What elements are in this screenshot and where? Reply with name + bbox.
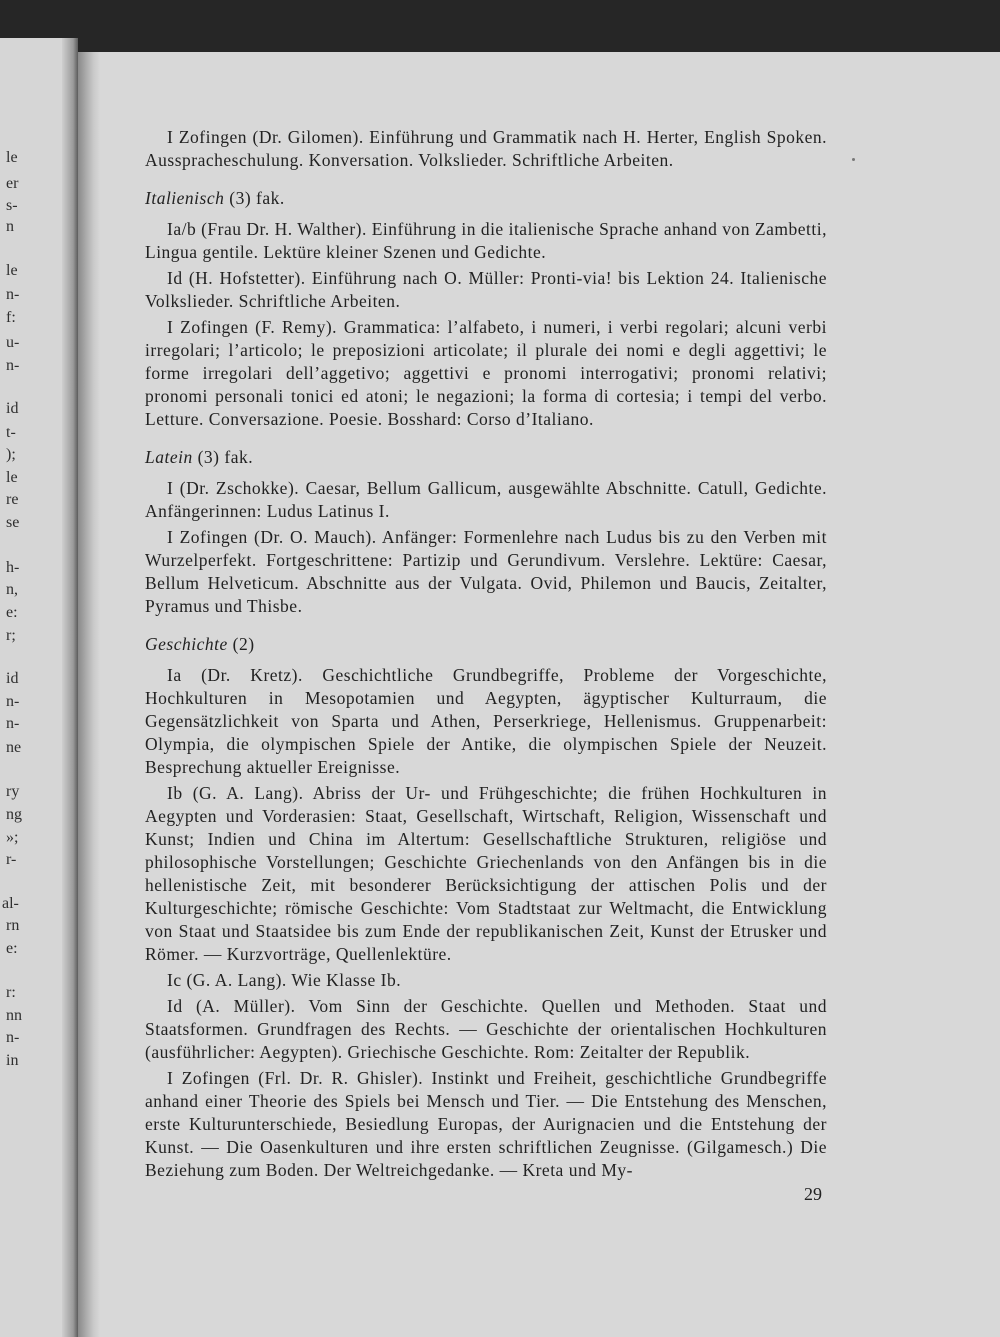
left-page-fragment: le [6, 469, 18, 486]
course-paragraph: Ia/b (Frau Dr. H. Walther). Einführung in die italienische Sprache anhand von Zambetti, Lingua gentile. Lektüre kleiner Szenen und Gedichte. [145, 219, 827, 262]
paper-speck [852, 158, 855, 161]
left-page-fragment: r- [6, 851, 17, 868]
course-paragraph: I Zofingen (Dr. Gilomen). Einführung und Grammatik nach H. Herter, English Spoken. Ausspracheschulung. Konversation. Volkslieder. Schriftliche Arbeiten. [145, 127, 827, 170]
left-page-fragment: h- [6, 559, 20, 576]
left-page-fragment: ry [6, 783, 20, 800]
left-page-fragment: n- [6, 693, 20, 710]
left-page-fragment: ng [6, 806, 22, 823]
book-gutter [62, 38, 78, 1337]
left-page-fragment: n- [6, 715, 20, 732]
course-paragraph: Ia (Dr. Kretz). Geschichtliche Grundbegriffe, Probleme der Vorgeschichte, Hochkulturen in Mesopotamien und Aegypten, ägyptischer Kulturraum, die Gegensätzlichkeit von Sparta und Athen, Perserkriege, Hellenismus. Gruppenarbeit: Olympia, die olympischen Spiele der Antike, die olympischen Spiele der Neuzeit. Besprechung aktueller Ereignisse. [145, 665, 827, 777]
left-page-fragment: n- [6, 1029, 20, 1046]
left-page-fragment: f: [6, 309, 16, 326]
left-page-fragment: le [6, 262, 18, 279]
section-title: Latein [145, 447, 193, 467]
left-page-fragment: n- [6, 357, 20, 374]
course-paragraph: Id (A. Müller). Vom Sinn der Geschichte. Quellen und Methoden. Staat und Staatsformen. Grundfragen des Rechts. — Geschichte der orientalischen Hochkulturen (ausführlicher: Aegypten). Griechische Geschichte. Rom: Zeitalter der Republik. [145, 996, 827, 1062]
left-page-fragment: n- [6, 286, 20, 303]
section-heading [145, 187, 827, 210]
left-page-fragment: al- [2, 895, 19, 912]
gutter-shadow [78, 52, 100, 1337]
section-hours: (3) fak. [224, 188, 285, 208]
left-page-fragment: e: [6, 940, 18, 957]
course-paragraph: I Zofingen (Frl. Dr. R. Ghisler). Instinkt und Freiheit, geschichtliche Grundbegriffe anhand einer Theorie des Spiels bei Mensch und Tier. — Die Entstehung des Menschen, erste Kulturunterschiede, Besiedlung Europas, der Aurignacien und die Entstehung der Kunst. — Die Oasenkulturen und ihre ersten schriftlichen Zeugnisse. (Gilgamesch.) Die Beziehung zum Boden. Der Weltreichgedanke. — Kreta und My- [145, 1068, 827, 1180]
left-page-fragment: t- [6, 424, 16, 441]
course-paragraph: Id (H. Hofstetter). Einführung nach O. Müller: Pronti-via! bis Lektion 24. Italienische Volkslieder. Schriftliche Arbeiten. [145, 268, 827, 311]
left-page-fragment: er [6, 175, 19, 192]
left-page-fragment: r: [6, 984, 16, 1001]
right-page [78, 52, 1000, 1337]
left-page-fragment: u- [6, 334, 20, 351]
course-paragraph: Ic (G. A. Lang). Wie Klasse Ib. [167, 970, 402, 990]
left-page-fragment: rn [6, 917, 20, 934]
left-page-fragment: id [6, 400, 19, 417]
left-page-fragment: »; [6, 829, 19, 846]
left-page-fragment: ); [6, 446, 16, 463]
course-paragraph: I (Dr. Zschokke). Caesar, Bellum Gallicum, ausgewählte Abschnitte. Catull, Gedichte. Anfängerinnen: Ludus Latinus I. [145, 478, 827, 521]
left-page-fragment: nn [6, 1007, 22, 1024]
left-page-fragment: n, [6, 581, 18, 598]
left-page-fragment: in [6, 1052, 19, 1069]
left-page-fragment: le [6, 149, 18, 166]
left-page-fragment: ne [6, 739, 22, 756]
section-title: Italienisch [145, 188, 225, 208]
left-page-fragment: r; [6, 627, 16, 644]
left-page-fragment: id [6, 670, 19, 687]
left-page-fragment: n [6, 218, 14, 235]
course-paragraph: I Zofingen (Dr. O. Mauch). Anfänger: Formenlehre nach Ludus bis zu den Verben mit Wurzelperfekt. Fortgeschrittene: Partizip und Gerundivum. Verslehre. Lektüre: Caesar, Bellum Helveticum. Abschnitte aus der Vulgata. Ovid, Philemon und Baucis, Zeitalter, Pyramus und Thisbe. [145, 527, 827, 616]
left-page-fragment: e: [6, 604, 18, 621]
left-page-edge [0, 38, 78, 1337]
section-title: Geschichte [145, 634, 228, 654]
section-hours: (2) [227, 634, 255, 654]
section-heading [145, 633, 827, 656]
section-hours: (3) fak. [192, 447, 254, 467]
section-heading [145, 446, 827, 469]
left-page-fragment: s- [6, 197, 18, 214]
page-number: 29 [804, 1184, 822, 1204]
page-body [145, 126, 827, 1185]
course-paragraph: I Zofingen (F. Remy). Grammatica: l’alfabeto, i numeri, i verbi regolari; alcuni verbi irregolari; l’articolo; le preposizioni articolate; il plurale dei nomi e degli aggettivi; le forme irregolari dell’aggetivo; aggettivi e pronomi interrogativi; pronomi relativi; pronomi personali tonici ed atoni; le negazioni; la forma di cortesia; i tempi del verbo. Letture. Conversazione. Poesie. Bosshard: Corso d’Italiano. [145, 317, 827, 429]
course-paragraph: Ib (G. A. Lang). Abriss der Ur- und Frühgeschichte; die frühen Hochkulturen in Aegypten und Vorderasien: Staat, Gesellschaft, Wirtschaft, Religion, Wissenschaft und Kunst; Indien und China im Altertum: Gesellschaftliche Strukturen, religiöse und philosophische Vorstellungen; Geschichte Griechenlands von den Anfängen bis in die hellenistische Zeit, mit besonderer Berücksichtigung der attischen Polis und der Kulturgeschichte; römische Geschichte: Vom Stadtstaat zur Weltmacht, die Entwicklung von Staat und Staatsidee bis zum Ende der republikanischen Zeit, Kunst der Etrusker und Römer. — Kurzvorträge, Quellenlektüre. [145, 783, 827, 964]
left-page-fragment: se [6, 514, 20, 531]
left-page-fragment: re [6, 491, 19, 508]
